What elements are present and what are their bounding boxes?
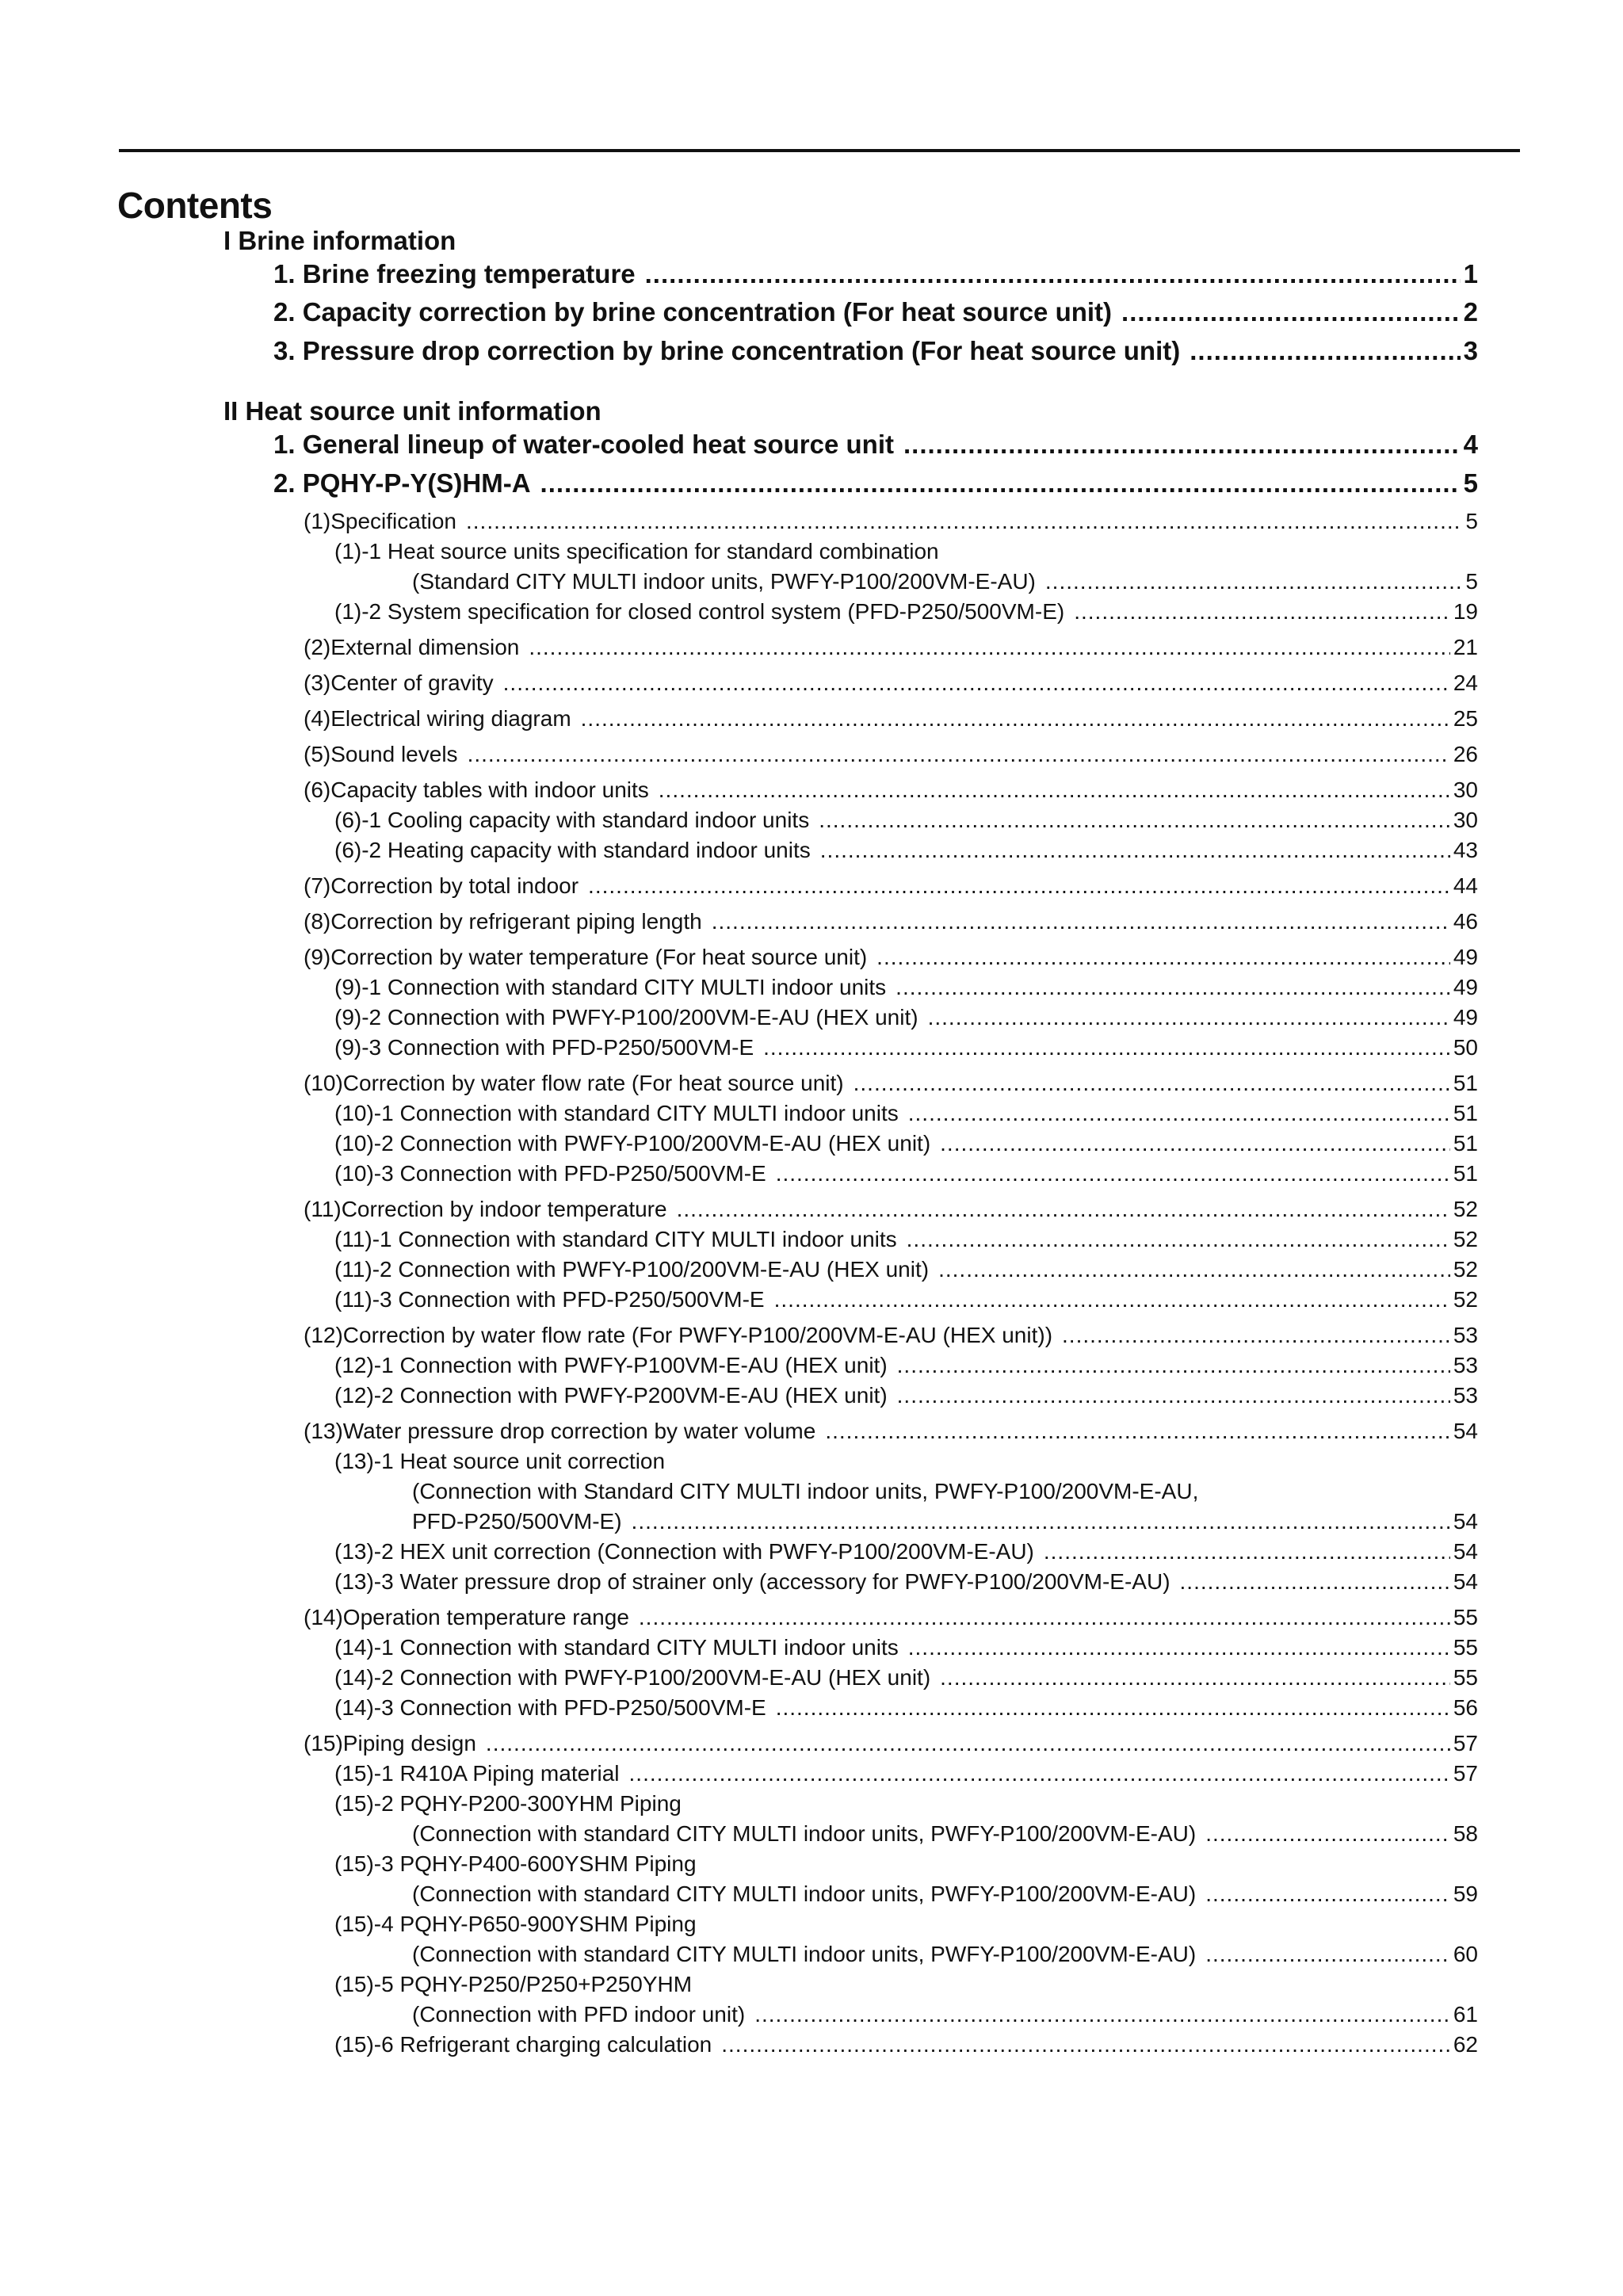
toc-entry[interactable] [304, 1197, 1478, 1222]
toc-entry-page: 52 [1453, 1287, 1478, 1312]
toc-entry[interactable] [334, 599, 1478, 625]
leader-dots [774, 1287, 1450, 1312]
toc-entry-page: 49 [1453, 945, 1478, 969]
toc-entry[interactable] [304, 706, 1478, 732]
toc-entry-label: (Connection with Standard CITY MULTI indoor units, PWFY-P100/200VM-E-AU, [412, 1479, 1199, 1503]
leader-dots [486, 1731, 1450, 1756]
toc-entry-page: 3 [1463, 336, 1478, 365]
toc-entry-label: (11)-1 Connection with standard CITY MULTI indoor units [334, 1227, 897, 1251]
toc-entry-label: (14)Operation temperature range [304, 1605, 629, 1629]
toc-entry-page: 57 [1453, 1761, 1478, 1786]
toc-entry-label: (10)-3 Connection with PFD-P250/500VM-E [334, 1161, 766, 1186]
toc-entry-page: 46 [1453, 909, 1478, 934]
toc-entry-page: 5 [1465, 569, 1478, 594]
toc-entry-label: (13)-2 HEX unit correction (Connection with PWFY-P100/200VM-E-AU) [334, 1539, 1034, 1564]
leader-dots [677, 1197, 1450, 1222]
toc-entry-label: (13)-3 Water pressure drop of strainer only (accessory for PWFY-P100/200VM-E-AU) [334, 1569, 1170, 1594]
toc-entry-label: (Connection with standard CITY MULTI indoor units, PWFY-P100/200VM-E-AU) [412, 1821, 1197, 1846]
toc-entry-page: 59 [1453, 1881, 1478, 1906]
leader-dots [907, 1227, 1450, 1252]
toc-entry-label: (Connection with standard CITY MULTI indoor units, PWFY-P100/200VM-E-AU) [412, 1942, 1197, 1966]
toc-entry[interactable] [304, 1419, 1478, 1444]
toc-entry-label: (6)-1 Cooling capacity with standard indoor units [334, 808, 810, 832]
toc-entry-page: 51 [1453, 1101, 1478, 1125]
toc-entry-label: (2)External dimension [304, 635, 520, 659]
toc-entry-page: 2 [1463, 297, 1478, 327]
toc-entry-page: 53 [1453, 1383, 1478, 1408]
toc-entry[interactable] [412, 1509, 1478, 1534]
leader-dots [763, 1035, 1450, 1060]
section-heading: II Heat source unit information [223, 396, 601, 426]
toc-entry[interactable] [304, 635, 1478, 660]
toc-entry[interactable] [304, 1731, 1478, 1756]
toc-entry-label: (13)Water pressure drop correction by water volume [304, 1419, 816, 1443]
toc-entry-page: 54 [1453, 1419, 1478, 1443]
toc-entry[interactable] [304, 1605, 1478, 1630]
leader-dots [940, 1665, 1450, 1690]
leader-dots [897, 1353, 1450, 1378]
leader-dots [581, 706, 1450, 732]
leader-dots [1044, 1539, 1450, 1564]
toc-entry[interactable] [334, 975, 1478, 1000]
toc-entry-label: (11)Correction by indoor temperature [304, 1197, 667, 1221]
toc-entry[interactable] [334, 1257, 1478, 1282]
leader-dots [632, 1509, 1450, 1534]
toc-entry[interactable] [412, 2002, 1478, 2027]
leader-dots [1045, 569, 1463, 594]
toc-entry[interactable] [304, 670, 1478, 696]
leader-dots [896, 975, 1450, 1000]
toc-entry-page: 58 [1453, 1821, 1478, 1846]
toc-entry-label: (7)Correction by total indoor [304, 873, 579, 898]
toc-entry[interactable] [334, 1383, 1478, 1408]
leader-dots [854, 1071, 1450, 1096]
toc-entry-page: 56 [1453, 1695, 1478, 1720]
leader-dots [712, 909, 1450, 934]
section-heading: I Brine information [223, 226, 456, 255]
toc-entry[interactable] [273, 297, 1478, 327]
toc-entry[interactable] [304, 873, 1478, 899]
toc-entry-label: (15)-2 PQHY-P200-300YHM Piping [334, 1791, 682, 1816]
toc-entry[interactable] [412, 1942, 1478, 1967]
leader-dots [903, 430, 1461, 460]
toc-entry[interactable] [334, 838, 1478, 863]
leader-dots [938, 1257, 1450, 1282]
toc-entry-page: 55 [1453, 1635, 1478, 1660]
toc-entry[interactable] [304, 945, 1478, 970]
toc-entry-label: (5)Sound levels [304, 742, 458, 766]
toc-entry[interactable] [334, 1569, 1478, 1595]
toc-entry[interactable] [304, 742, 1478, 767]
toc-entry-page: 54 [1453, 1539, 1478, 1564]
toc-entry-page: 61 [1453, 2002, 1478, 2027]
toc-entry-label: 1. Brine freezing temperature [273, 259, 636, 288]
toc-entry-label: 1. General lineup of water-cooled heat source unit [273, 430, 894, 459]
toc-entry-label: (6)-2 Heating capacity with standard indoor units [334, 838, 811, 862]
toc-entry-label: (Connection with standard CITY MULTI indoor units, PWFY-P100/200VM-E-AU) [412, 1881, 1197, 1906]
leader-dots [754, 2002, 1450, 2027]
toc-entry-page: 53 [1453, 1353, 1478, 1377]
leader-dots [639, 1605, 1450, 1630]
toc-entry-page: 50 [1453, 1035, 1478, 1060]
toc-entry[interactable] [334, 2032, 1478, 2057]
toc-entry-label: 2. PQHY-P-Y(S)HM-A [273, 468, 531, 498]
toc-entry-page: 44 [1453, 873, 1478, 898]
toc-entry-label: (12)-2 Connection with PWFY-P200VM-E-AU (HEX unit) [334, 1383, 888, 1408]
toc-entry-page: 43 [1453, 838, 1478, 862]
toc-entry-page: 54 [1453, 1569, 1478, 1594]
toc-entry-page: 19 [1453, 599, 1478, 624]
toc-entry-page: 1 [1463, 259, 1478, 288]
toc-entry-label: PFD-P250/500VM-E) [412, 1509, 622, 1534]
toc-entry-label: (13)-1 Heat source unit correction [334, 1449, 666, 1473]
leader-dots [776, 1161, 1450, 1186]
toc-entry-label: (9)-2 Connection with PWFY-P100/200VM-E-AU (HEX unit) [334, 1005, 918, 1030]
leader-dots [1074, 599, 1450, 625]
toc-entry[interactable] [334, 1761, 1478, 1786]
toc-entry-page: 57 [1453, 1731, 1478, 1755]
toc-entry-label: (10)-2 Connection with PWFY-P100/200VM-E-AU (HEX unit) [334, 1131, 931, 1156]
leader-dots [819, 808, 1450, 833]
toc-entry-label: (14)-2 Connection with PWFY-P100/200VM-E-AU (HEX unit) [334, 1665, 931, 1690]
toc-entry-page: 62 [1453, 2032, 1478, 2057]
toc-entry-page: 49 [1453, 975, 1478, 999]
leader-dots [825, 1419, 1450, 1444]
toc-entry-page: 4 [1463, 430, 1478, 459]
toc-entry-label: (11)-2 Connection with PWFY-P100/200VM-E-AU (HEX unit) [334, 1257, 930, 1282]
toc-entry-page: 30 [1453, 777, 1478, 802]
toc-entry-label: (Connection with PFD indoor unit) [412, 2002, 746, 2027]
toc-entry-page: 55 [1453, 1605, 1478, 1629]
leader-dots [1180, 1569, 1450, 1595]
leader-dots [908, 1101, 1450, 1126]
toc-entry-label: (15)-3 PQHY-P400-600YSHM Piping [334, 1851, 697, 1876]
toc-entry[interactable] [304, 909, 1478, 934]
leader-dots [1190, 336, 1460, 366]
toc-entry[interactable] [334, 1695, 1478, 1721]
toc-entry[interactable] [334, 808, 1478, 833]
leader-dots [928, 1005, 1450, 1030]
toc-entry-page: 21 [1453, 635, 1478, 659]
toc-entry-page: 52 [1453, 1197, 1478, 1221]
toc-entry-label: (9)-3 Connection with PFD-P250/500VM-E [334, 1035, 754, 1060]
leader-dots [529, 635, 1450, 660]
toc-entry-page: 25 [1453, 706, 1478, 731]
toc-entry-label: (15)-4 PQHY-P650-900YSHM Piping [334, 1912, 697, 1936]
leader-dots [1205, 1881, 1450, 1907]
toc-entry[interactable] [334, 1539, 1478, 1564]
toc-entry-page: 51 [1453, 1071, 1478, 1095]
toc-entry[interactable] [334, 1635, 1478, 1660]
toc-entry-page: 5 [1463, 468, 1478, 498]
leader-dots [468, 742, 1450, 767]
toc-entry-label: 2. Capacity correction by brine concentration (For heat source unit) [273, 297, 1113, 327]
toc-entry[interactable] [334, 1227, 1478, 1252]
leader-dots [588, 873, 1450, 899]
toc-entry[interactable] [334, 1101, 1478, 1126]
toc-entry-page: 60 [1453, 1942, 1478, 1966]
toc-entry-label: (8)Correction by refrigerant piping length [304, 909, 702, 934]
leader-dots [897, 1383, 1450, 1408]
leader-dots [1205, 1821, 1450, 1847]
toc-entry[interactable] [273, 468, 1478, 499]
leader-dots [540, 468, 1461, 499]
toc-entry-label: (12)-1 Connection with PWFY-P100VM-E-AU (HEX unit) [334, 1353, 888, 1377]
toc-entry-label: (1)Specification [304, 509, 456, 533]
toc-entry-label: (10)Correction by water flow rate (For heat source unit) [304, 1071, 844, 1095]
leader-dots [659, 777, 1450, 803]
toc-entry-label: (9)-1 Connection with standard CITY MULTI indoor units [334, 975, 887, 999]
toc-entry-page: 52 [1453, 1227, 1478, 1251]
top-rule [119, 149, 1520, 152]
toc-entry[interactable] [273, 336, 1478, 366]
toc-entry-label: (3)Center of gravity [304, 670, 494, 695]
toc-entry-label: (10)-1 Connection with standard CITY MULTI indoor units [334, 1101, 899, 1125]
toc-entry[interactable] [334, 1131, 1478, 1156]
toc-entry[interactable] [304, 1071, 1478, 1096]
toc-entry-page: 54 [1453, 1509, 1478, 1534]
toc-entry[interactable] [334, 1161, 1478, 1186]
leader-dots [645, 259, 1461, 289]
leader-dots [721, 2032, 1450, 2057]
toc-entry[interactable] [412, 569, 1478, 594]
toc-entry-label: (15)-5 PQHY-P250/P250+P250YHM [334, 1972, 693, 1996]
toc-entry[interactable] [304, 509, 1478, 534]
toc-entry-page: 53 [1453, 1323, 1478, 1347]
toc-entry-label: (14)-3 Connection with PFD-P250/500VM-E [334, 1695, 766, 1720]
toc-entry-label: (14)-1 Connection with standard CITY MULTI indoor units [334, 1635, 899, 1660]
toc-entry[interactable] [334, 1353, 1478, 1378]
toc-entry-label: (11)-3 Connection with PFD-P250/500VM-E [334, 1287, 765, 1312]
toc-entry[interactable] [334, 1665, 1478, 1690]
toc-entry-label: (6)Capacity tables with indoor units [304, 777, 649, 802]
toc-entry-page: 51 [1453, 1161, 1478, 1186]
toc-entry[interactable] [412, 1821, 1478, 1847]
toc-entry[interactable] [334, 1287, 1478, 1312]
toc-entry-label: (1)-1 Heat source units specification for standard combination [334, 539, 939, 563]
page-title: Contents [117, 185, 273, 226]
leader-dots [1062, 1323, 1450, 1348]
leader-dots [876, 945, 1450, 970]
toc-entry-label: (15)-6 Refrigerant charging calculation [334, 2032, 712, 2057]
toc-entry-page: 52 [1453, 1257, 1478, 1282]
toc-entry[interactable] [334, 1005, 1478, 1030]
leader-dots [776, 1695, 1450, 1721]
toc-entry-label: (12)Correction by water flow rate (For PWFY-P100/200VM-E-AU (HEX unit)) [304, 1323, 1053, 1347]
leader-dots [940, 1131, 1450, 1156]
toc-entry-label: (9)Correction by water temperature (For heat source unit) [304, 945, 868, 969]
toc-entry-label: (1)-2 System specification for closed control system (PFD-P250/500VM-E) [334, 599, 1065, 624]
toc-entry-page: 51 [1453, 1131, 1478, 1156]
toc-entry[interactable] [304, 777, 1478, 803]
toc-entry-page: 5 [1465, 509, 1478, 533]
leader-dots [820, 838, 1450, 863]
leader-dots [466, 509, 1462, 534]
toc-entry-label: 3. Pressure drop correction by brine concentration (For heat source unit) [273, 336, 1181, 365]
toc-entry[interactable] [334, 1035, 1478, 1060]
toc-entry-page: 24 [1453, 670, 1478, 695]
leader-dots [1121, 297, 1461, 327]
toc-entry[interactable] [273, 430, 1478, 460]
toc-entry-label: (4)Electrical wiring diagram [304, 706, 571, 731]
toc-entry-page: 55 [1453, 1665, 1478, 1690]
toc-entry-label: (15)-1 R410A Piping material [334, 1761, 620, 1786]
toc-entry[interactable] [304, 1323, 1478, 1348]
toc-entry-page: 49 [1453, 1005, 1478, 1030]
toc-entry-label: (Standard CITY MULTI indoor units, PWFY-P100/200VM-E-AU) [412, 569, 1036, 594]
leader-dots [1205, 1942, 1450, 1967]
toc-entry-page: 30 [1453, 808, 1478, 832]
leader-dots [503, 670, 1450, 696]
toc-entry[interactable] [273, 259, 1478, 289]
toc-entry-page: 26 [1453, 742, 1478, 766]
toc-entry[interactable] [412, 1881, 1478, 1907]
toc-entry-label: (15)Piping design [304, 1731, 476, 1755]
leader-dots [908, 1635, 1450, 1660]
leader-dots [629, 1761, 1450, 1786]
